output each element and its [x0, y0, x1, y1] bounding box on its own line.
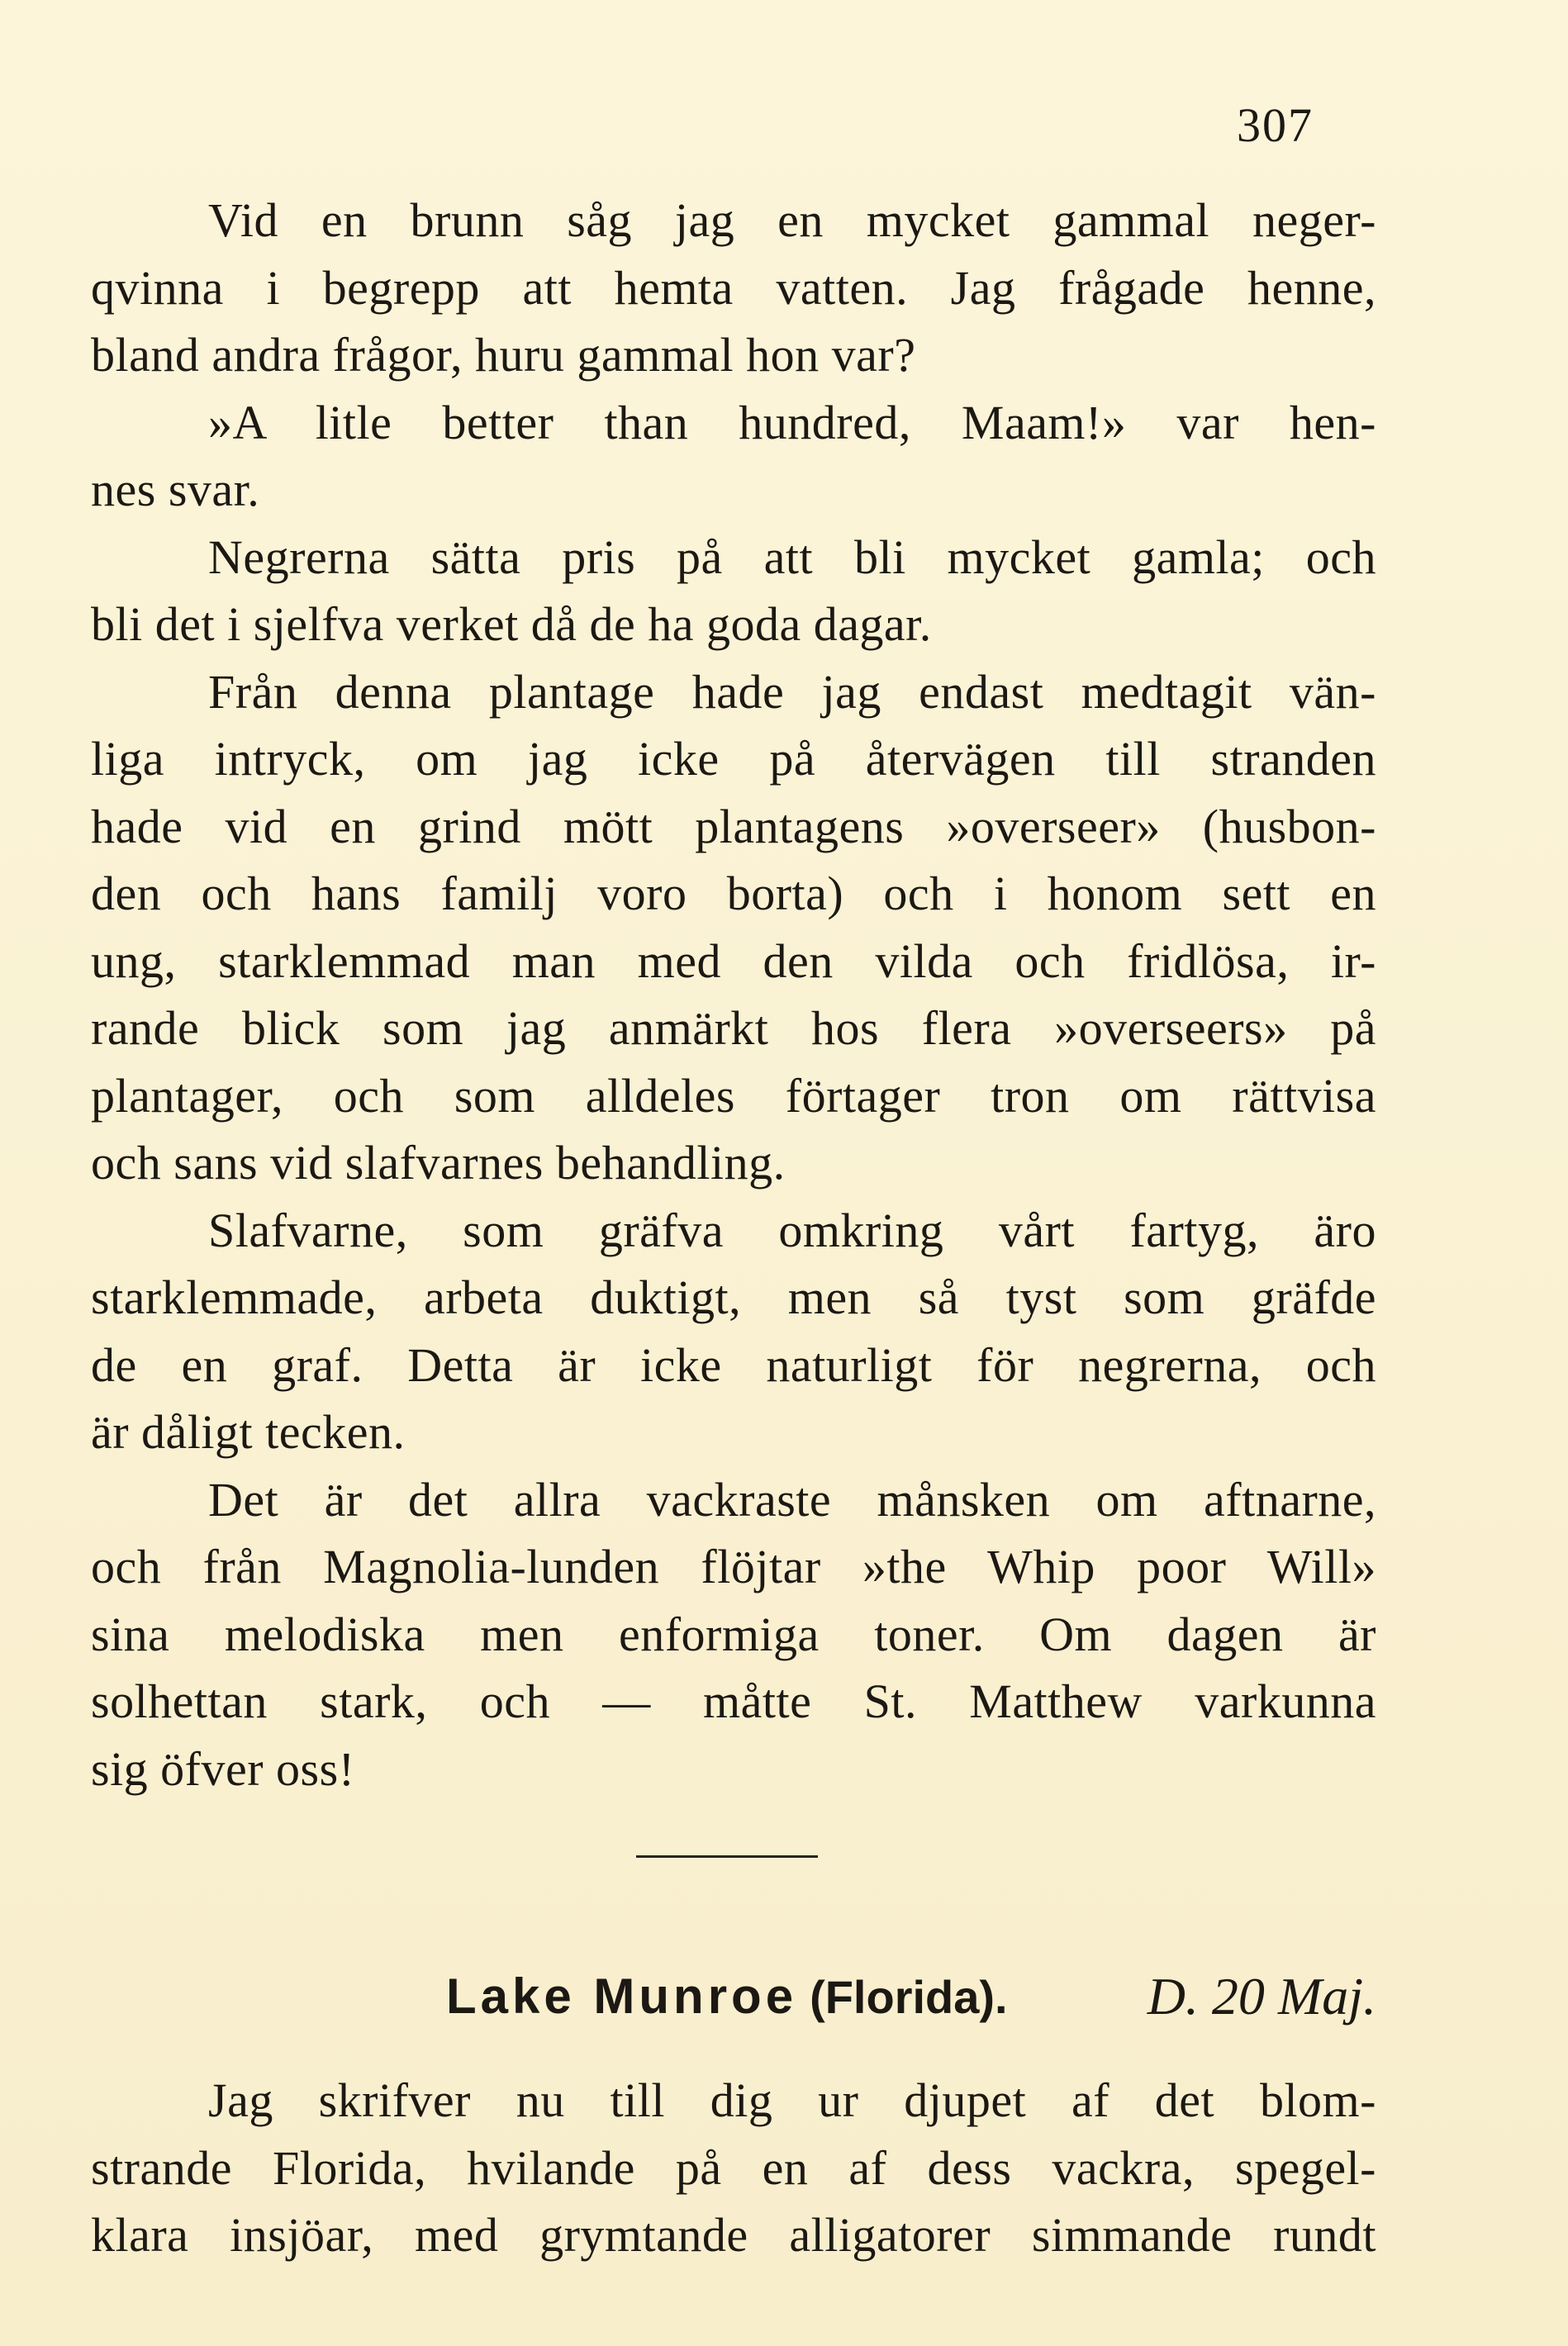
- text-line: Negrerna sätta pris på att bli mycket gamla; och: [208, 530, 1376, 584]
- text-line: Jag skrifver nu till dig ur djupet af det blom-: [208, 2073, 1376, 2127]
- page-number: 307: [1237, 98, 1314, 152]
- text-line: solhettan stark, och — måtte St. Matthew varkunna: [91, 1674, 1376, 1728]
- text-line: den och hans familj voro borta) och i honom sett en: [91, 867, 1376, 920]
- text-line: rande blick som jag anmärkt hos flera »overseers» på: [91, 1001, 1376, 1055]
- text-line: bland andra frågor, huru gammal hon var?: [91, 328, 916, 382]
- body-text-top: [91, 187, 1376, 1802]
- text-line: och sans vid slafvarnes behandling.: [91, 1136, 786, 1190]
- text-line: nes svar.: [91, 463, 260, 516]
- heading-region: (Florida).: [810, 1971, 1008, 2023]
- letter-heading: [446, 1959, 1376, 2034]
- text-line: starklemmade, arbeta duktigt, men så tyst som gräfde: [91, 1270, 1376, 1324]
- section-divider: [636, 1855, 818, 1858]
- text-line: »A litle better than hundred, Maam!» var hen-: [208, 395, 1376, 449]
- text-line: bli det i sjelfva verket då de ha goda dagar.: [91, 597, 932, 651]
- text-line: och från Magnolia-lunden flöjtar »the Whip poor Will»: [91, 1540, 1376, 1593]
- text-line: Slafvarne, som gräfva omkring vårt fartyg, äro: [208, 1203, 1376, 1257]
- text-line: plantager, och som alldeles förtager tron om rättvisa: [91, 1068, 1376, 1123]
- text-line: Det är det allra vackraste månsken om aftnarne,: [208, 1472, 1376, 1527]
- text-line: är dåligt tecken.: [91, 1405, 406, 1459]
- text-line: sina melodiska men enformiga toner. Om dagen är: [91, 1607, 1376, 1661]
- text-line: liga intryck, om jag icke på återvägen till stranden: [91, 732, 1376, 786]
- text-line: sig öfver oss!: [91, 1741, 355, 1796]
- text-line: qvinna i begrepp att hemta vatten. Jag frågade henne,: [91, 260, 1376, 315]
- text-line: de en graf. Detta är icke naturligt för negrerna, och: [91, 1337, 1376, 1392]
- heading-place: Lake Munroe: [446, 1968, 798, 2024]
- heading-date: D. 20 Maj.: [1147, 1967, 1376, 2025]
- text-line: Från denna plantage hade jag endast medtagit vän-: [208, 664, 1376, 719]
- text-line: strande Florida, hvilande på en af dess vackra, spegel-: [91, 2140, 1376, 2195]
- text-line: klara insjöar, med grymtande alligatorer simmande rundt: [91, 2208, 1376, 2262]
- text-line: Vid en brunn såg jag en mycket gammal neger-: [208, 193, 1376, 247]
- body-text-bottom: [91, 2067, 1376, 2269]
- text-line: ung, starklemmad man med den vilda och fridlösa, ir-: [91, 933, 1376, 988]
- text-line: hade vid en grind mött plantagens »overseer» (husbon-: [91, 799, 1376, 853]
